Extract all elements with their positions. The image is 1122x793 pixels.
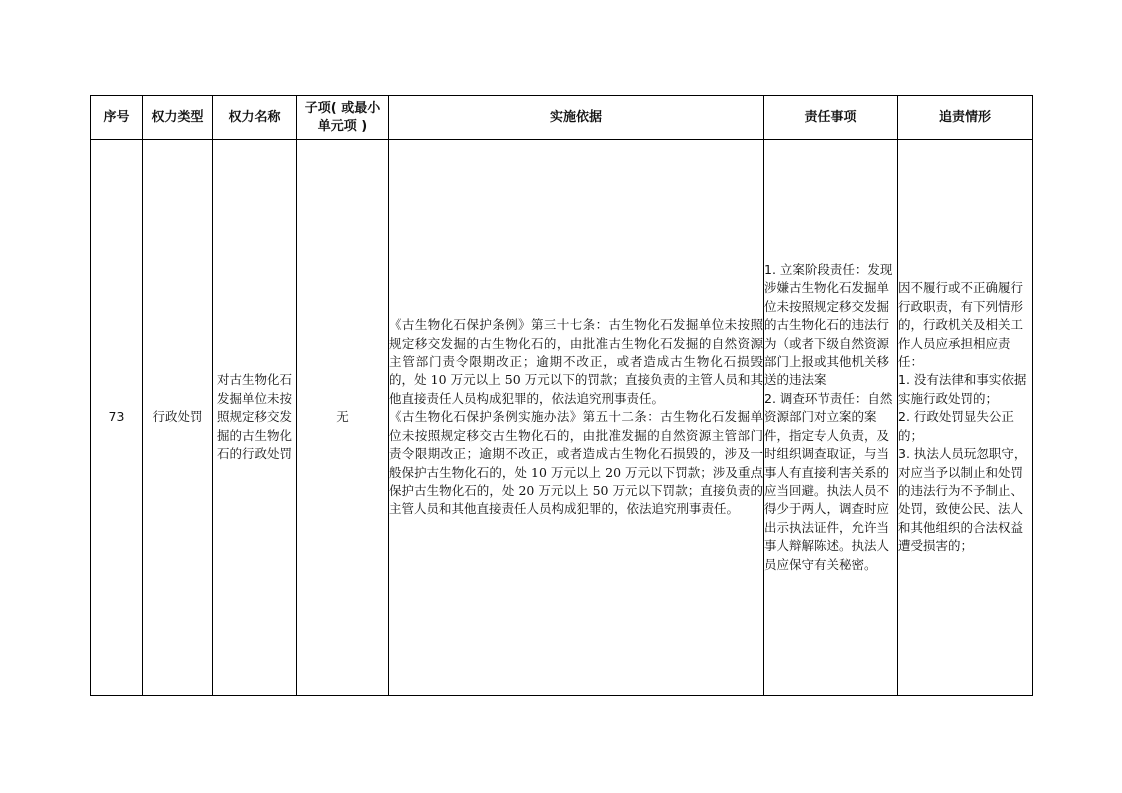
header-sub-item: 子项( 或最小单元项 ) bbox=[297, 96, 389, 140]
header-power-name: 权力名称 bbox=[213, 96, 297, 140]
cell-duties: 1. 立案阶段责任：发现涉嫌古生物化石发掘单位未按照规定移交发掘的古生物化石的违法行为（或者下级自然资源部门上报或其他机关移送的违法案 2. 调查环节责任：自然资源部门对立案的案件，指定专人负责，及时组织调查取证，与当事人有直接利害关系的应当回避。执法人员不得少于两人，调查时应出示执法证件，允许当事人辩解陈述。执法人员应保守有关秘密。 bbox=[764, 140, 898, 696]
cell-index: 73 bbox=[91, 140, 143, 696]
cell-power-type: 行政处罚 bbox=[143, 140, 213, 696]
table-body bbox=[91, 140, 1033, 696]
power-list-table bbox=[90, 95, 1033, 696]
header-index: 序号 bbox=[91, 96, 143, 140]
header-duties: 责任事项 bbox=[764, 96, 898, 140]
header-liability: 追责情形 bbox=[898, 96, 1033, 140]
table-header bbox=[91, 96, 1033, 140]
cell-power-name: 对古生物化石发掘单位未按照规定移交发掘的古生物化石的行政处罚 bbox=[213, 140, 297, 696]
table-row bbox=[91, 140, 1033, 696]
cell-basis: 《古生物化石保护条例》第三十七条：古生物化石发掘单位未按照规定移交发掘的古生物化石的，由批准古生物化石发掘的自然资源主管部门责令限期改正；逾期不改正，或者造成古生物化石损毁的，处 10 万元以上 50 万元以下的罚款；直接负责的主管人员和其他直接责任人员构成犯罪的，依法追究刑事责任。 《古生物化石保护条例实施办法》第五十二条：古生物化石发掘单位未按照规定移交古生物化石的，由批准发掘的自然资源主管部门责令限期改正；逾期不改正，或者造成古生物化石损毁的，涉及一般保护古生物化石的，处 10 万元以上 20 万元以下罚款；涉及重点保护古生物化石的，处 20 万元以上 50 万元以下罚款；直接负责的主管人员和其他直接责任人员构成犯罪的，依法追究刑事责任。 bbox=[389, 140, 764, 696]
header-power-type: 权力类型 bbox=[143, 96, 213, 140]
header-basis: 实施依据 bbox=[389, 96, 764, 140]
header-row bbox=[91, 96, 1033, 140]
cell-liability: 因不履行或不正确履行行政职责，有下列情形的，行政机关及相关工作人员应承担相应责任： 1. 没有法律和事实依据实施行政处罚的； 2. 行政处罚显失公正的； 3. 执法人员玩忽职守，对应当予以制止和处罚的违法行为不予制止、处罚，致使公民、法人和其他组织的合法权益遭受损害的； bbox=[898, 140, 1033, 696]
cell-sub-item: 无 bbox=[297, 140, 389, 696]
